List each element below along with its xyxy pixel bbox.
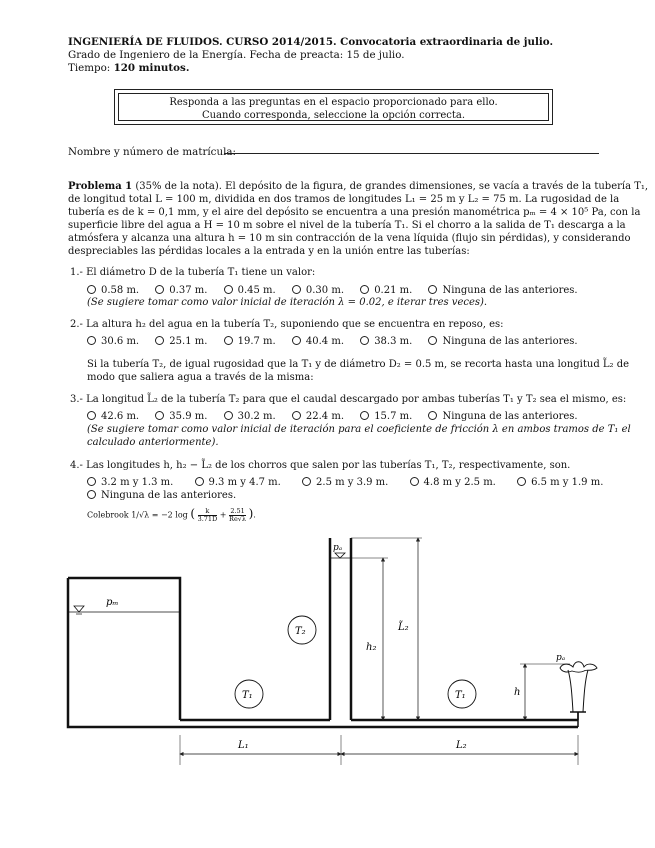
q1-option-label: 0.37 m. [169, 285, 208, 296]
q1-option-label: Ninguna de las anteriores. [442, 285, 578, 296]
tank-wall-top-right [68, 578, 180, 720]
q4-option[interactable] [195, 476, 281, 489]
question-2: 2.- La altura h₂ del agua en la tubería T₂, suponiendo que se encuentra en reposo, es: [70, 319, 504, 330]
q1-option-label: 0.58 m. [101, 285, 140, 296]
radio-icon[interactable] [87, 285, 96, 294]
radio-icon[interactable] [87, 490, 96, 499]
q4-option[interactable] [87, 489, 236, 502]
l2-tilde-label: L̃₂ [398, 622, 409, 633]
q3-option[interactable] [292, 410, 344, 423]
instructions-box [114, 89, 553, 125]
q2-option-label: 19.7 m. [237, 336, 276, 347]
radio-icon[interactable] [410, 477, 419, 486]
question-2-options [87, 335, 591, 348]
radio-icon[interactable] [87, 336, 96, 345]
name-label: Nombre y número de matrícula: [68, 146, 236, 158]
jet-stream [568, 670, 588, 712]
q4-option[interactable] [517, 476, 603, 489]
colebrook-term1 [198, 508, 218, 523]
problem-statement [68, 181, 649, 258]
radio-icon[interactable] [360, 285, 369, 294]
q3-option-label: 42.6 m. [101, 411, 140, 422]
tank-wall-left [68, 578, 180, 727]
colebrook-term1-num: k [198, 508, 218, 516]
t1-left-label: T₁ [242, 690, 253, 701]
l2-label: L₂ [456, 740, 467, 751]
problem-text-1: de longitud total L = 100 m, dividida en dos tramos de longitudes L₁ = 25 m y L₂ = 75 m. La rugosidad de la [68, 193, 620, 205]
problem-text-3: superficie libre del agua a H = 10 m sobre el nivel de la tubería T₁. Si el chorro a la salida de T₁ descarga a la [68, 219, 626, 231]
exam-subtitle: Grado de Ingeniero de la Energía. Fecha de preacta: 15 de julio. [68, 49, 405, 61]
question-3: 3.- La longitud L̃₂ de la tubería T₂ para que el caudal descargado por ambas tuberías T₁ y T₂ sea el mismo, es: [70, 394, 627, 405]
problem-text-4: atmósfera y alcanza una altura h = 10 m sin contracción de la vena líquida (flujo sin pérdidas), y considerando [68, 232, 631, 244]
colebrook-label: Colebrook [87, 510, 129, 520]
q4-option-label: 3.2 m y 1.3 m. [101, 477, 174, 488]
colebrook-plus: + [219, 510, 227, 520]
q2-option-label: 38.3 m. [374, 336, 413, 347]
colebrook-term2-num: 2.51 [230, 507, 245, 515]
q4-option-label: Ninguna de las anteriores. [101, 490, 237, 501]
instructions-inner [118, 93, 549, 121]
radio-icon[interactable] [195, 477, 204, 486]
instructions-line-1: Responda a las preguntas en el espacio proporcionado para ello. [169, 97, 498, 108]
radio-icon[interactable] [428, 411, 437, 420]
question-3-note-1: (Se sugiere tomar como valor inicial de iteración para el coeficiente de fricción λ en ambos tramos de T₁ el [87, 424, 631, 435]
t2-label: T₂ [295, 626, 306, 637]
q1-option-label: 0.30 m. [305, 285, 344, 296]
time-label: Tiempo: [68, 62, 111, 74]
colebrook-formula: Colebrook 1/√λ = −2 log ( $\frac{k}{3.71D}$ + $\frac{2.51}{Re√\lambda}$ ). [87, 506, 256, 523]
q1-option-label: 0.21 m. [374, 285, 413, 296]
radio-icon[interactable] [517, 477, 526, 486]
problem-text-5: despreciables las pérdidas locales a la entrada y en la unión entre las tuberías: [68, 245, 470, 257]
problem-weight: (35% de la nota). [135, 181, 222, 192]
exam-title: INGENIERÍA DE FLUIDOS. CURSO 2014/2015. Convocatoria extraordinaria de julio. [68, 36, 554, 48]
radio-icon[interactable] [224, 411, 233, 420]
question-1: 1.- El diámetro D de la tubería T₁ tiene un valor: [70, 267, 316, 278]
radio-icon[interactable] [428, 285, 437, 294]
t2-water-level-icon [335, 553, 345, 558]
q3-option[interactable] [224, 410, 276, 423]
question-3-options [87, 410, 591, 423]
q4-option-label: 2.5 m y 3.9 m. [316, 477, 389, 488]
colebrook-term2 [229, 508, 246, 523]
h-label: h [514, 687, 521, 698]
radio-icon[interactable] [87, 411, 96, 420]
radio-icon[interactable] [302, 477, 311, 486]
radio-icon[interactable] [224, 336, 233, 345]
q2-option-label: 40.4 m. [305, 336, 344, 347]
colebrook-lhs: 1/√λ = −2 log [131, 510, 188, 520]
t1-right-label: T₁ [455, 690, 466, 701]
q4-option[interactable] [87, 476, 173, 489]
radio-icon[interactable] [155, 285, 164, 294]
radio-icon[interactable] [292, 285, 301, 294]
interlude-line-2: modo que saliera agua a través de la misma: [87, 372, 314, 383]
q4-option[interactable] [302, 476, 388, 489]
exam-time [68, 62, 189, 75]
pa-right-label: pₐ [556, 653, 566, 663]
q4-option-label: 6.5 m y 1.9 m. [531, 477, 604, 488]
jet-spray-icon [560, 662, 597, 672]
radio-icon[interactable] [360, 411, 369, 420]
q2-option[interactable] [428, 335, 577, 348]
question-4-options-row-2 [87, 489, 249, 502]
colebrook-term1-den: 3.71D [197, 515, 218, 523]
l1-label: L₁ [238, 740, 249, 751]
q2-option[interactable] [360, 335, 412, 348]
pa-top-label: pₐ [333, 543, 343, 553]
q2-option-label: 30.6 m. [101, 336, 140, 347]
q2-option[interactable] [87, 335, 139, 348]
problem-line-0 [68, 181, 649, 194]
radio-icon[interactable] [155, 336, 164, 345]
radio-icon[interactable] [292, 336, 301, 345]
q3-option-label: 22.4 m. [305, 411, 344, 422]
q1-option-label: 0.45 m. [237, 285, 276, 296]
paren-open-icon: ( [190, 506, 196, 521]
problem-text-0: El depósito de la figura, de grandes dimensiones, se vacía a través de la tubería T₁, [225, 181, 649, 192]
colebrook-term2-den: Re√λ [229, 515, 247, 523]
time-value: 120 minutos. [113, 62, 190, 74]
tank-pipe-figure [0, 530, 655, 770]
question-4-options [87, 476, 603, 489]
q3-option-label: 15.7 m. [374, 411, 413, 422]
q3-option[interactable] [155, 410, 207, 423]
q3-option-label: Ninguna de las anteriores. [442, 411, 578, 422]
name-field-line[interactable] [224, 153, 599, 154]
h2-label: h₂ [366, 642, 377, 653]
q4-option[interactable] [410, 476, 496, 489]
q4-option-label: 4.8 m y 2.5 m. [423, 477, 496, 488]
q2-option-label: 25.1 m. [169, 336, 208, 347]
interlude-line-1: Si la tubería T₂, de igual rugosidad que la T₁ y de diámetro D₂ = 0.5 m, se recorta hasta una longitud L̃₂ de [87, 359, 630, 370]
instructions-line-2: Cuando corresponda, seleccione la opción correcta. [201, 110, 466, 121]
q2-option[interactable] [292, 335, 344, 348]
radio-icon[interactable] [360, 336, 369, 345]
question-1-note: (Se sugiere tomar como valor inicial de iteración λ = 0.02, e iterar tres veces). [87, 297, 488, 308]
paren-close-icon: ) [248, 506, 254, 521]
question-3-note-2: calculado anteriormente). [87, 437, 219, 448]
problem-title: Problema 1 [68, 181, 133, 192]
q3-option[interactable] [87, 410, 139, 423]
radio-icon[interactable] [428, 336, 437, 345]
pm-label: pₘ [106, 597, 119, 608]
q2-option-label: Ninguna de las anteriores. [442, 336, 578, 347]
q3-option[interactable] [360, 410, 412, 423]
radio-icon[interactable] [155, 411, 164, 420]
problem-text-2: tubería es de k = 0,1 mm, y el aire del depósito se encuentra a una presión manométrica pₘ = 4 × 10⁵ Pa, con la [68, 206, 641, 218]
q3-option-label: 35.9 m. [169, 411, 208, 422]
q3-option[interactable] [428, 410, 577, 423]
q3-option-label: 30.2 m. [237, 411, 276, 422]
water-level-icon [74, 606, 84, 612]
q2-option[interactable] [224, 335, 276, 348]
question-4: 4.- Las longitudes h, h₂ − L̃₂ de los chorros que salen por las tuberías T₁, T₂, respectivamente, son. [70, 460, 571, 471]
radio-icon[interactable] [224, 285, 233, 294]
q4-option-label: 9.3 m y 4.7 m. [208, 477, 281, 488]
radio-icon[interactable] [292, 411, 301, 420]
radio-icon[interactable] [87, 477, 96, 486]
q2-option[interactable] [155, 335, 207, 348]
